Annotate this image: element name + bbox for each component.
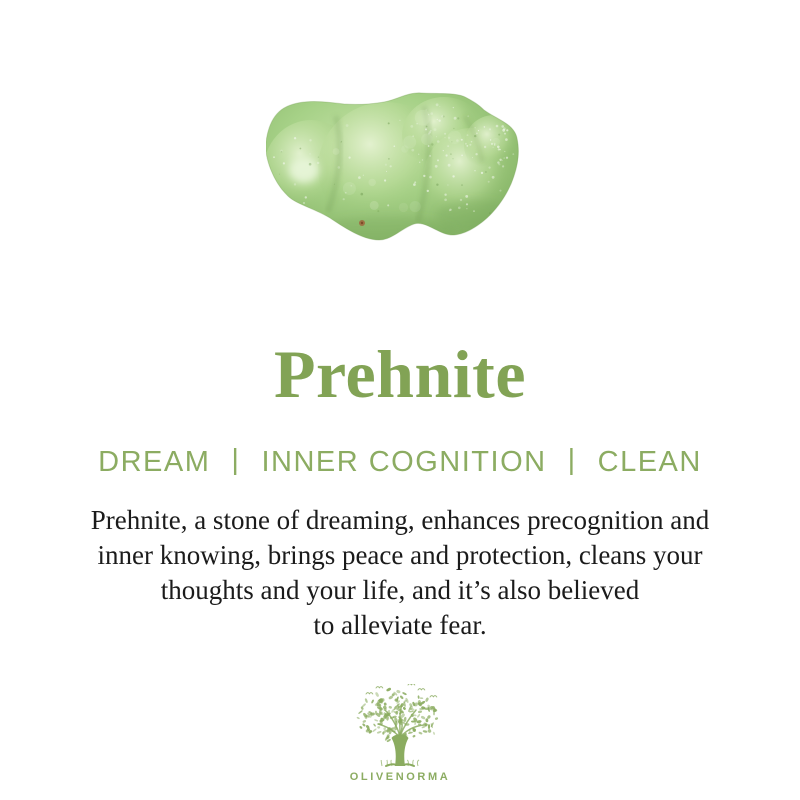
description-line: inner knowing, brings peace and protection, cleans your [97, 540, 703, 570]
property-keyword: DREAM [98, 446, 211, 478]
stone-description [0, 503, 800, 643]
description-line: thoughts and your life, and it’s also believed [160, 575, 640, 605]
description-line: to alleviate fear. [313, 610, 487, 640]
prehnite-stone-illustration [266, 90, 524, 244]
brand-logo [0, 684, 800, 783]
properties-row [0, 445, 800, 479]
keyword-separator: | [567, 444, 577, 476]
property-keyword: INNER COGNITION [261, 446, 547, 478]
description-line: Prehnite, a stone of dreaming, enhances precognition and [90, 505, 710, 535]
keyword-separator: | [231, 444, 241, 476]
prehnite-stone-photo [266, 90, 524, 244]
stone-name-title: Prehnite [273, 336, 527, 412]
olive-tree-icon [352, 684, 448, 768]
property-keyword: CLEAN [597, 446, 702, 478]
brand-name: OLIVENORMA [349, 771, 451, 783]
